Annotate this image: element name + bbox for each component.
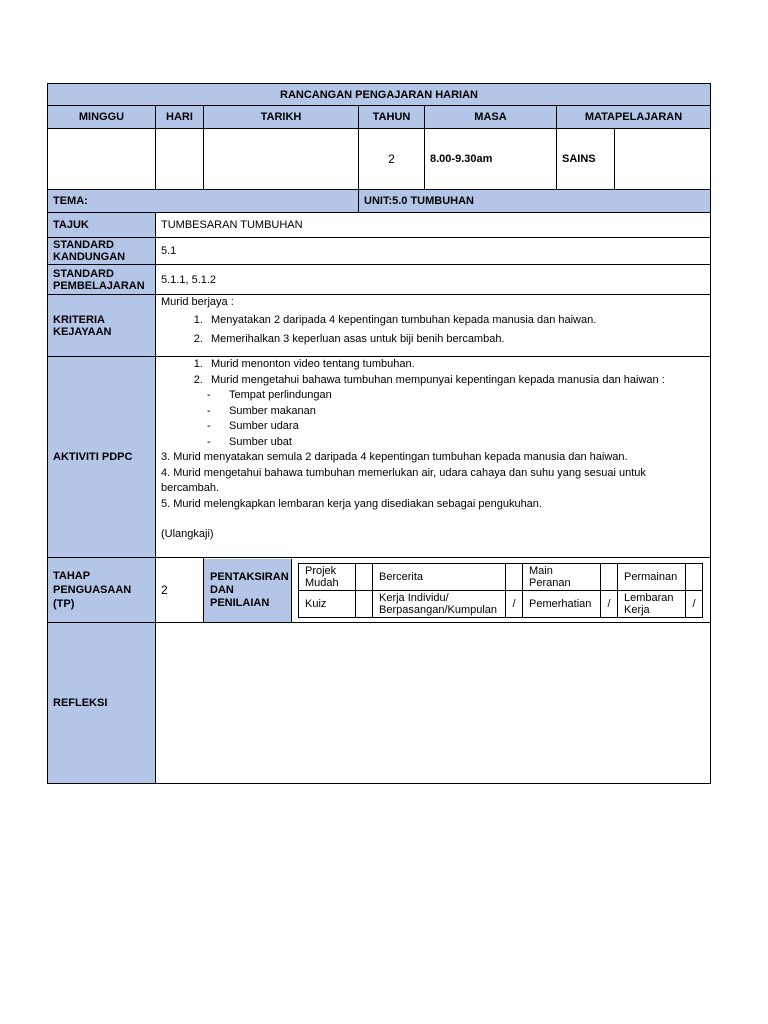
method-checkbox[interactable] [686,563,703,590]
kriteria-item: 2. Memerihalkan 3 keperluan asas untuk biji benih bercambah. [206,330,705,349]
method-label: Projek Mudah [299,563,356,590]
refleksi-input[interactable] [156,623,711,784]
aktiviti-subitem: - Sumber makanan [207,404,705,420]
method-label: Bercerita [373,563,506,590]
plan-title: RANCANGAN PENGAJARAN HARIAN [48,84,711,106]
method-checkbox[interactable] [356,590,373,617]
col-minggu: MINGGU [48,106,156,129]
hari-value [156,129,204,190]
kriteria-intro: Murid berjaya : [161,296,234,308]
method-label: Kerja Individu/ Berpasangan/Kumpulan [373,590,506,617]
tema-label: TEMA: [48,190,359,213]
aktiviti-content [156,357,711,558]
aktiviti-note: (Ulangkaji) [161,528,214,540]
tahap-label: TAHAP PENGUASAAN (TP) [48,558,156,623]
masa-value: 8.00-9.30am [425,129,557,190]
aktiviti-line: 3. Murid menyatakan semula 2 daripada 4 kepentingan tumbuhan kepada manusia dan haiwan. [161,451,628,463]
method-label: Permainan [618,563,686,590]
tahun-value: 2 [359,129,425,190]
kriteria-content [156,295,711,357]
standard-kandungan-label: STANDARD KANDUNGAN [48,238,156,265]
method-checkbox[interactable]: / [686,590,703,617]
aktiviti-subitem: - Sumber udara [207,419,705,435]
kriteria-label: KRITERIA KEJAYAAN [48,295,156,357]
subject-extra [615,129,711,190]
method-checkbox[interactable]: / [506,590,523,617]
pentaksiran-grid [298,563,703,618]
method-checkbox[interactable] [601,563,618,590]
method-label: Kuiz [299,590,356,617]
method-checkbox[interactable] [356,563,373,590]
tarikh-value [204,129,359,190]
method-label: Lembaran Kerja [618,590,686,617]
standard-pembelajaran-value: 5.1.1, 5.1.2 [156,265,711,295]
method-checkbox[interactable] [506,563,523,590]
aktiviti-item: 1. Murid menonton video tentang tumbuhan. [206,357,705,373]
aktiviti-subitem: - Sumber ubat [207,435,705,451]
aktiviti-line: 5. Murid melengkapkan lembaran kerja yang disediakan sebagai pengukuhan. [161,497,542,510]
col-tahun: TAHUN [359,106,425,129]
aktiviti-subitem: - Tempat perlindungan [207,388,705,404]
method-label: Main Peranan [523,563,601,590]
unit-label: UNIT:5.0 TUMBUHAN [359,190,711,213]
col-tarikh: TARIKH [204,106,359,129]
lesson-plan-table [47,83,711,784]
tajuk-value: TUMBESARAN TUMBUHAN [156,213,711,238]
aktiviti-item: 2. Murid mengetahui bahawa tumbuhan mempunyai kepentingan kepada manusia dan haiwan : [206,373,705,389]
tahap-value: 2 [156,558,204,623]
col-masa: MASA [425,106,557,129]
tajuk-label: TAJUK [48,213,156,238]
method-checkbox[interactable]: / [601,590,618,617]
refleksi-label: REFLEKSI [48,623,156,784]
pentaksiran-section [204,558,711,623]
kriteria-item: 1. Menyatakan 2 daripada 4 kepentingan tumbuhan kepada manusia dan haiwan. [206,311,705,330]
aktiviti-label: AKTIVITI PDPC [48,357,156,558]
col-matapelajaran: MATAPELAJARAN [557,106,711,129]
minggu-value [48,129,156,190]
standard-kandungan-value: 5.1 [156,238,711,265]
col-hari: HARI [156,106,204,129]
standard-pembelajaran-label: STANDARD PEMBELAJARAN [48,265,156,295]
aktiviti-line: 4. Murid mengetahui bahawa tumbuhan memerlukan air, udara cahaya dan suhu yang sesuai untuk bercambah. [161,466,646,494]
subject-value: SAINS [557,129,615,190]
pentaksiran-label: PENTAKSIRAN DAN PENILAIAN [204,559,292,622]
lesson-plan-document [47,83,710,784]
method-label: Pemerhatian [523,590,601,617]
